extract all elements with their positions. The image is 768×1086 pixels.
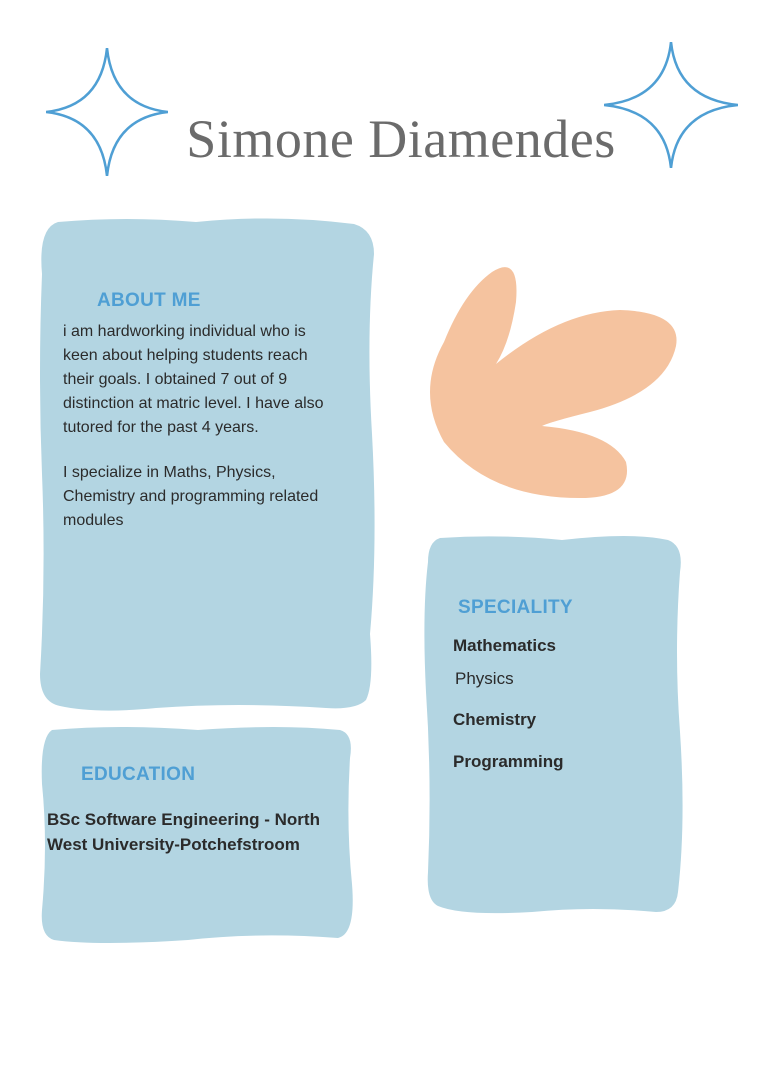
page-title: Simone Diamendes	[186, 109, 616, 169]
speciality-item: Mathematics	[453, 636, 556, 655]
about-line: Chemistry and programming related	[63, 488, 319, 505]
about-paragraph-2	[63, 461, 318, 533]
leaf-decoration	[430, 262, 680, 500]
about-heading: ABOUT ME	[97, 290, 201, 311]
speciality-item: Chemistry	[453, 710, 537, 729]
about-line: tutored for the past 4 years.	[63, 419, 259, 436]
education-line: West University-Potchefstroom	[47, 835, 300, 854]
education-heading: EDUCATION	[81, 764, 196, 785]
about-line: modules	[63, 512, 124, 529]
about-paragraph	[63, 320, 324, 440]
about-line: keen about helping students reach	[63, 347, 308, 364]
about-line: distinction at matric level. I have also	[63, 395, 324, 412]
speciality-item: Physics	[455, 669, 514, 688]
speciality-item: Programming	[453, 752, 564, 771]
speciality-heading: SPECIALITY	[458, 597, 573, 618]
about-line: their goals. I obtained 7 out of 9	[63, 371, 288, 388]
education-entry	[47, 807, 320, 857]
about-line: i am hardworking individual who is	[63, 323, 306, 340]
education-line: BSc Software Engineering - North	[47, 810, 320, 829]
about-line: I specialize in Maths, Physics,	[63, 464, 276, 481]
